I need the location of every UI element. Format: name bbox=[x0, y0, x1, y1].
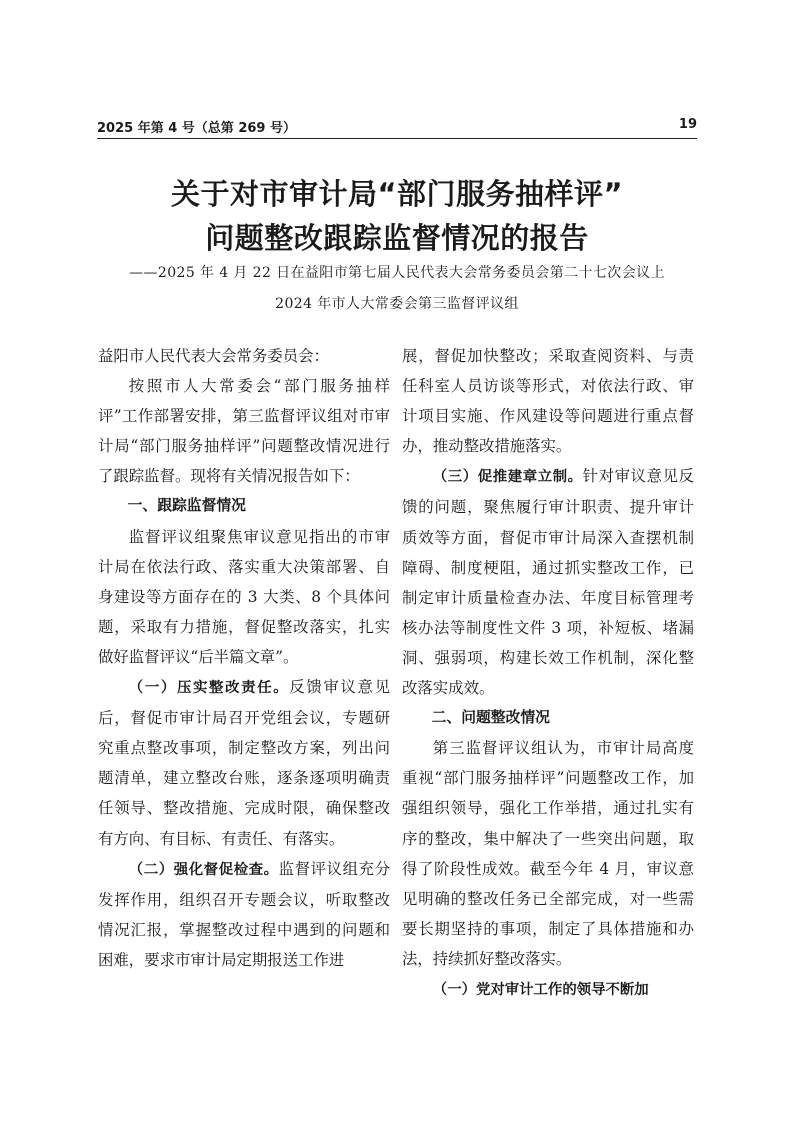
section-heading-1: 一、跟踪监督情况 bbox=[127, 497, 246, 515]
left-column bbox=[98, 341, 390, 975]
continuation-paragraph: 展，督促加快整改；采取查阅资料、与责任科室人员访谈等形式，对依法行政、审计项目实施、作风建设等问题进行重点督办，推动整改措施落实。 bbox=[402, 347, 694, 456]
item-1-body: 反馈审议意见后，督促市审计局召开党组会议，专题研究重点整改事项，制定整改方案，列出问题清单，建立整改台账，逐条逐项明确责任领导、整改措施、完成时限，确保整改有方向、有目标、有责任、有落实。 bbox=[98, 678, 390, 848]
item-4-paragraph bbox=[402, 974, 694, 1005]
report-title-line-2: 问题整改跟踪监督情况的报告 bbox=[205, 221, 589, 255]
report-subtitle-line-2: 2024 年市人大常委会第三监督评议组 bbox=[275, 296, 519, 312]
issue-number: 2025 年第 4 号（总第 269 号） bbox=[97, 121, 296, 136]
intro-paragraph: 按照市人大常委会“部门服务抽样评”工作部署安排，第三监督评议组对市审计局“部门服务抽样评”问题整改情况进行了跟踪监督。现将有关情况报告如下： bbox=[98, 377, 390, 486]
section-heading-2: 二、问题整改情况 bbox=[431, 709, 550, 727]
item-2-paragraph bbox=[98, 854, 390, 975]
item-1-lead: （一）压实整改责任。 bbox=[128, 680, 290, 697]
report-title-line-1: 关于对市审计局“部门服务抽样评” bbox=[170, 177, 624, 211]
section-2-paragraph: 第三监督评议组认为，市审计局高度重视“部门服务抽样评”问题整改工作，加强组织领导，强化工作举措，通过扎实有序的整改，集中解决了一些突出问题，取得了阶段性成效。截至今年 4 月，审议意见明确的整改任务已全部完成，对一些需要长期坚持的事项，制定了具体措施和办法，持续抓好整改落实。 bbox=[402, 739, 694, 968]
section-1-paragraph: 监督评议组聚焦审议意见指出的市审计局在依法行政、落实重大决策部署、自身建设等方面存在的 3 大类、8 个具体问题，采取有力措施，督促整改落实，扎实做好监督评议“后半篇文章”。 bbox=[98, 527, 390, 666]
salutation: 益阳市人民代表大会常务委员会： bbox=[98, 347, 329, 365]
item-2-lead: （二）强化督促检查。 bbox=[128, 861, 279, 878]
header-rule bbox=[97, 138, 697, 139]
page-number: 19 bbox=[678, 117, 697, 132]
item-4-lead: （一）党对审计工作的领导不断加 bbox=[432, 981, 649, 998]
item-3-lead: （三）促推建章立制。 bbox=[432, 469, 583, 486]
item-1-paragraph bbox=[98, 672, 390, 854]
item-2-body: 监督评议组充分发挥作用，组织召开专题会议，听取整改情况汇报，掌握整改过程中遇到的问题和困难，要求市审计局定期报送工作进 bbox=[98, 859, 390, 969]
item-3-body: 针对审议意见反馈的问题，聚焦履行审计职责、提升审计质效等方面，督促市审计局深入查摆机制障碍、制度梗阻，通过抓实整改工作，已制定审计质量检查办法、年度目标管理考核办法等制度性文件 3 项，补短板、堵漏洞、强弱项，构建长效工作机制，深化整改落实成效。 bbox=[402, 467, 694, 698]
item-3-paragraph bbox=[402, 461, 694, 703]
report-subtitle-line-1: ——2025 年 4 月 22 日在益阳市第七届人民代表大会常务委员会第二十七次会议上 bbox=[129, 265, 665, 281]
running-header bbox=[97, 117, 697, 137]
right-column bbox=[402, 341, 694, 1005]
